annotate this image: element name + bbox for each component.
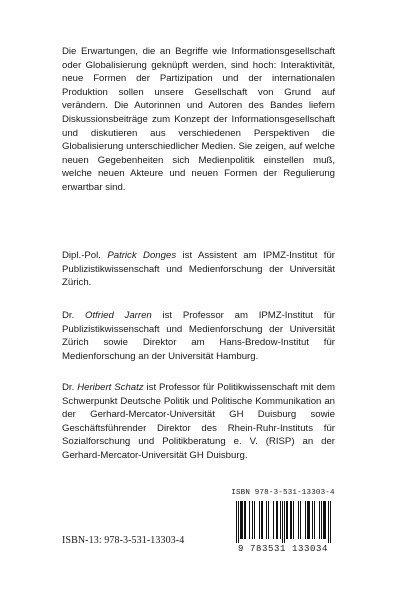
barcode-bar: [245, 501, 246, 539]
barcode-bar: [280, 501, 281, 539]
author-title: Dr.: [62, 382, 78, 393]
book-blurb: Die Erwartungen, die an Begriffe wie Informationsgesellschaft oder Globalisierung geknüpft werden, sind hoch: Interaktivität, neue Formen der Partizipation und der internationalen Produktion sollen unsere Gesellschaft von Grund auf verändern. Die Autorinnen und Autoren des Bandes liefern Diskussionsbeiträge zum Konzept der Informationsgesellschaft und diskutieren aus verschiedenen Perspektiven die Globalisierung unterschiedlicher Medien. Sie zeigen, auf welche neuen Gegebenheiten sich Medienpolitik einstellen muß, welche neuen Akteure und neuen Formen der Regulierung erwartbar sind.: [62, 46, 335, 193]
barcode-bar: [284, 501, 285, 543]
barcode-bar: [323, 501, 324, 539]
barcode-bar: [241, 501, 242, 539]
barcode-bar: [314, 501, 315, 539]
barcode-bar: [236, 501, 237, 543]
barcode-bar: [276, 501, 277, 539]
barcode-bar: [325, 501, 326, 539]
barcode-bar: [290, 501, 291, 539]
barcode-bar: [287, 501, 288, 539]
barcode-bar: [282, 501, 283, 543]
author-name: Heribert Schatz: [77, 382, 144, 393]
barcode-bar: [259, 501, 260, 539]
barcode-bar: [330, 501, 331, 543]
barcode-bar: [249, 501, 250, 539]
author-description: ist Assistent am IPMZ-Institut für Publizistikwissenschaft und Medienforschung der Universität Zürich.: [62, 250, 335, 289]
author-description: ist Professor für Politikwissenschaft mit dem Schwerpunkt Deutsche Politik und Politische Kommunikation an der Gerhard-Mercator-Universität GH Duisburg sowie Geschäftsführender Direktor des Rhein-Ruhr-Instituts für Sozialforschung und Politikberatung e. V. (RISP) an der Gerhard-Mercator-Universität GH Duisburg.: [62, 382, 335, 461]
author-title: Dipl.-Pol.: [62, 250, 108, 261]
barcode-bar: [244, 501, 245, 539]
barcode-bars: [236, 501, 331, 543]
author-bio-jarren: [62, 309, 335, 363]
author-title: Dr.: [62, 310, 86, 321]
barcode-bar: [262, 501, 263, 539]
barcode-bar: [242, 501, 243, 539]
barcode-bar: [254, 501, 255, 539]
barcode-bar: [277, 501, 278, 539]
barcode-bar: [324, 501, 325, 539]
barcode-bar: [309, 501, 310, 539]
barcode-bar: [300, 501, 301, 539]
barcode-bar: [328, 501, 329, 543]
barcode-bar: [261, 501, 262, 539]
author-name: Otfried Jarren: [85, 310, 152, 321]
barcode-bar: [291, 501, 292, 539]
author-bio-donges: [62, 249, 335, 290]
barcode-bar: [238, 501, 239, 543]
author-name: Patrick Donges: [107, 250, 177, 261]
barcode-bar: [298, 501, 299, 539]
barcode-digits: 9 783531 133034: [237, 544, 328, 554]
barcode-bar: [319, 501, 320, 539]
isbn-text: ISBN-13: 978-3-531-13303-4: [62, 535, 185, 546]
barcode-bar: [308, 501, 309, 539]
barcode-bar: [286, 501, 287, 539]
barcode-bar: [252, 501, 253, 539]
barcode-bar: [312, 501, 313, 539]
barcode-bar: [293, 501, 294, 539]
barcode-bar: [305, 501, 306, 539]
barcode-isbn-label: ISBN 978-3-531-13303-4: [231, 489, 335, 497]
barcode-bar: [268, 501, 269, 539]
author-bio-schatz: [62, 381, 335, 463]
barcode-bar: [240, 501, 241, 539]
barcode-bar: [266, 501, 267, 539]
barcode-bar: [307, 501, 308, 539]
author-description: ist Professor am IPMZ-Institut für Publizistikwissenschaft und Medienforschung der Universität Zürich sowie Direktor am Hans-Bredow-Institut für Medienforschung an der Universität Hamburg.: [62, 310, 336, 362]
barcode-bar: [321, 501, 322, 539]
barcode-bar: [273, 501, 274, 539]
isbn-barcode: [228, 489, 338, 557]
